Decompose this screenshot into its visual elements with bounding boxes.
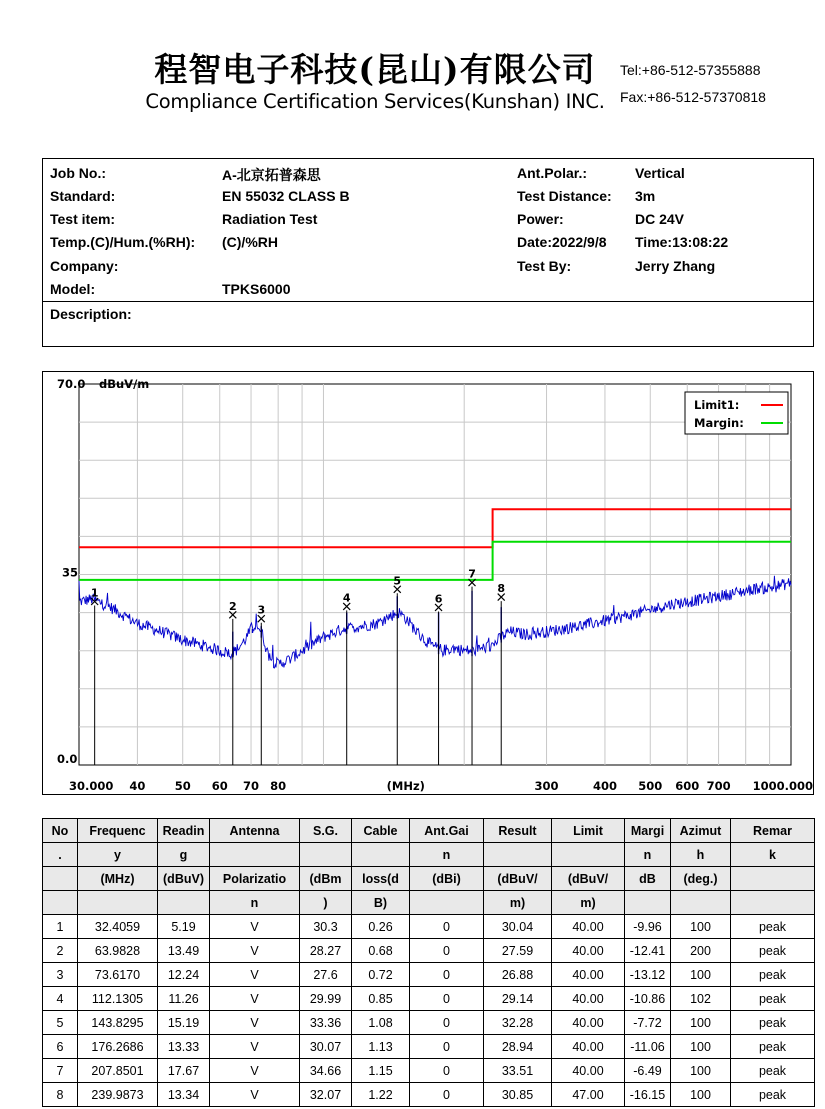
table-header-cell xyxy=(625,891,671,915)
y-bottom-label: 0.0 xyxy=(57,752,78,766)
table-header-cell: Cable xyxy=(352,819,410,843)
company-name-chinese: 程智电子科技(昆山)有限公司 xyxy=(154,50,596,89)
table-header-cell: S.G. xyxy=(300,819,352,843)
table-cell: 33.51 xyxy=(484,1059,552,1083)
table-cell: 2 xyxy=(43,939,78,963)
x-tick-label: 300 xyxy=(534,779,559,793)
chart-grid xyxy=(79,384,791,765)
table-cell: 33.36 xyxy=(300,1011,352,1035)
table-cell: peak xyxy=(731,1035,815,1059)
table-cell: 26.88 xyxy=(484,963,552,987)
table-row xyxy=(43,963,815,987)
table-cell: 27.59 xyxy=(484,939,552,963)
marker-1 xyxy=(91,586,99,765)
table-cell: 40.00 xyxy=(552,1059,625,1083)
table-header-cell xyxy=(158,891,210,915)
test-info-box xyxy=(42,158,814,347)
table-cell: 0 xyxy=(410,939,484,963)
table-header-cell xyxy=(43,867,78,891)
x-tick-label: 50 xyxy=(174,779,191,793)
table-header-cell: dB xyxy=(625,867,671,891)
marker-label: 2 xyxy=(228,599,237,613)
results-table xyxy=(42,818,815,1107)
job-no-label: Job No.: xyxy=(50,165,106,181)
table-header-cell xyxy=(300,843,352,867)
power-label: Power: xyxy=(517,211,564,227)
table-cell: 0.26 xyxy=(352,915,410,939)
table-header-cell: (dBm xyxy=(300,867,352,891)
x-tick-label: 80 xyxy=(270,779,287,793)
table-row xyxy=(43,1035,815,1059)
standard-value: EN 55032 CLASS B xyxy=(222,188,350,204)
table-cell: peak xyxy=(731,939,815,963)
table-header-cell: n xyxy=(410,843,484,867)
table-header-cell: Remar xyxy=(731,819,815,843)
table-cell: 8 xyxy=(43,1083,78,1107)
table-header-cell: No xyxy=(43,819,78,843)
table-cell: 239.9873 xyxy=(78,1083,158,1107)
table-cell: V xyxy=(210,963,300,987)
table-header-cell xyxy=(552,843,625,867)
x-tick-label: 30.000 xyxy=(69,779,114,793)
table-cell: 0.72 xyxy=(352,963,410,987)
marker-8 xyxy=(497,582,505,765)
ant-polar-label: Ant.Polar.: xyxy=(517,165,588,181)
table-cell: 29.99 xyxy=(300,987,352,1011)
table-cell: -11.06 xyxy=(625,1035,671,1059)
table-header-cell: h xyxy=(671,843,731,867)
table-cell: 6 xyxy=(43,1035,78,1059)
table-header-cell xyxy=(210,843,300,867)
table-cell: 100 xyxy=(671,1059,731,1083)
table-header-cell: k xyxy=(731,843,815,867)
test-by-value: Jerry Zhang xyxy=(635,258,716,274)
table-cell: 1.22 xyxy=(352,1083,410,1107)
company-fax: Fax:+86-512-57370818 xyxy=(620,89,766,105)
table-cell: -9.96 xyxy=(625,915,671,939)
x-tick-label: 70 xyxy=(243,779,260,793)
table-header-cell xyxy=(410,891,484,915)
table-cell: -6.49 xyxy=(625,1059,671,1083)
ant-polar-value: Vertical xyxy=(635,165,685,181)
table-row xyxy=(43,1083,815,1107)
table-row xyxy=(43,1011,815,1035)
table-header-cell: Polarizatio xyxy=(210,867,300,891)
table-cell: 207.8501 xyxy=(78,1059,158,1083)
table-cell: -10.86 xyxy=(625,987,671,1011)
table-header-cell: (deg.) xyxy=(671,867,731,891)
table-cell: -7.72 xyxy=(625,1011,671,1035)
marker-3 xyxy=(257,604,265,765)
marker-label: 4 xyxy=(342,591,351,605)
emission-chart-svg xyxy=(43,372,815,796)
table-cell: peak xyxy=(731,1011,815,1035)
table-cell: V xyxy=(210,939,300,963)
company-tel: Tel:+86-512-57355888 xyxy=(620,62,761,78)
table-cell: 0.85 xyxy=(352,987,410,1011)
table-cell: 32.4059 xyxy=(78,915,158,939)
table-header-cell: m) xyxy=(484,891,552,915)
table-header-cell xyxy=(731,891,815,915)
test-by-label: Test By: xyxy=(517,258,572,274)
table-row xyxy=(43,987,815,1011)
table-cell: 13.49 xyxy=(158,939,210,963)
table-cell: 17.67 xyxy=(158,1059,210,1083)
table-header-cell xyxy=(671,891,731,915)
table-cell: peak xyxy=(731,963,815,987)
table-cell: peak xyxy=(731,1083,815,1107)
company-label: Company: xyxy=(50,258,119,274)
table-cell: V xyxy=(210,1059,300,1083)
y-unit-label: dBuV/m xyxy=(99,377,150,391)
results-table-header xyxy=(43,819,815,915)
table-cell: 34.66 xyxy=(300,1059,352,1083)
table-row xyxy=(43,1059,815,1083)
table-header-cell: y xyxy=(78,843,158,867)
table-header-cell: Margi xyxy=(625,819,671,843)
table-cell: 3 xyxy=(43,963,78,987)
table-cell: 40.00 xyxy=(552,939,625,963)
table-header-cell: n xyxy=(625,843,671,867)
table-cell: 0 xyxy=(410,915,484,939)
table-cell: 12.24 xyxy=(158,963,210,987)
marker-2 xyxy=(229,600,237,765)
chart-limit-lines xyxy=(79,509,791,580)
x-tick-label: 60 xyxy=(211,779,228,793)
marker-label: 1 xyxy=(90,586,99,600)
table-cell: V xyxy=(210,1011,300,1035)
table-cell: 100 xyxy=(671,1035,731,1059)
table-header-cell: B) xyxy=(352,891,410,915)
table-cell: 27.6 xyxy=(300,963,352,987)
table-cell: 40.00 xyxy=(552,1035,625,1059)
table-cell: peak xyxy=(731,915,815,939)
legend-margin-label: Margin: xyxy=(694,416,744,430)
temp-hum-value: (C)/%RH xyxy=(222,234,278,250)
table-cell: 143.8295 xyxy=(78,1011,158,1035)
table-cell: V xyxy=(210,987,300,1011)
table-cell: 0 xyxy=(410,987,484,1011)
table-header-row xyxy=(43,891,815,915)
table-header-row xyxy=(43,819,815,843)
table-cell: 30.85 xyxy=(484,1083,552,1107)
power-value: DC 24V xyxy=(635,211,685,227)
table-header-row xyxy=(43,867,815,891)
table-header-cell: n xyxy=(210,891,300,915)
table-cell: 30.3 xyxy=(300,915,352,939)
table-header-cell: ) xyxy=(300,891,352,915)
company-name-english: Compliance Certification Services(Kunshan) INC. xyxy=(145,90,605,113)
table-cell: 13.33 xyxy=(158,1035,210,1059)
marker-5 xyxy=(393,574,401,765)
marker-4 xyxy=(343,591,351,765)
table-cell: 30.04 xyxy=(484,915,552,939)
table-cell: peak xyxy=(731,987,815,1011)
chart-legend xyxy=(685,392,788,434)
table-cell: -13.12 xyxy=(625,963,671,987)
table-cell: 0 xyxy=(410,963,484,987)
table-cell: 32.28 xyxy=(484,1011,552,1035)
job-no-value: A-北京拓普森思 xyxy=(222,167,321,183)
table-cell: 1.15 xyxy=(352,1059,410,1083)
table-cell: 1.08 xyxy=(352,1011,410,1035)
test-item-label: Test item: xyxy=(50,211,116,227)
table-header-cell xyxy=(352,843,410,867)
table-cell: 63.9828 xyxy=(78,939,158,963)
table-cell: 32.07 xyxy=(300,1083,352,1107)
marker-label: 7 xyxy=(468,567,476,581)
description-label: Description: xyxy=(50,306,132,322)
table-cell: V xyxy=(210,915,300,939)
table-header-cell: g xyxy=(158,843,210,867)
table-cell: 40.00 xyxy=(552,987,625,1011)
table-cell: 100 xyxy=(671,1011,731,1035)
x-unit-label: (MHz) xyxy=(386,779,425,793)
table-header-cell: loss(d xyxy=(352,867,410,891)
table-header-cell: Azimut xyxy=(671,819,731,843)
table-header-cell: Frequenc xyxy=(78,819,158,843)
marker-label: 5 xyxy=(393,574,402,588)
chart-axis-labels xyxy=(57,377,813,793)
test-item-value: Radiation Test xyxy=(222,211,318,227)
table-cell: 13.34 xyxy=(158,1083,210,1107)
table-cell: 0 xyxy=(410,1083,484,1107)
table-header-cell: . xyxy=(43,843,78,867)
y-top-label: 70.0 xyxy=(57,377,86,391)
test-distance-label: Test Distance: xyxy=(517,188,612,204)
table-cell: 30.07 xyxy=(300,1035,352,1059)
table-cell: 176.2686 xyxy=(78,1035,158,1059)
marker-label: 3 xyxy=(257,603,266,617)
table-cell: 0 xyxy=(410,1059,484,1083)
y-mid-label: 35 xyxy=(62,565,79,580)
table-cell: 7 xyxy=(43,1059,78,1083)
marker-6 xyxy=(435,592,443,765)
table-cell: 0 xyxy=(410,1011,484,1035)
table-cell: peak xyxy=(731,1059,815,1083)
table-cell: 102 xyxy=(671,987,731,1011)
table-cell: 100 xyxy=(671,963,731,987)
model-value: TPKS6000 xyxy=(222,281,291,297)
table-header-cell: Ant.Gai xyxy=(410,819,484,843)
table-header-cell: Readin xyxy=(158,819,210,843)
x-tick-label: 600 xyxy=(675,779,700,793)
legend-limit1-label: Limit1: xyxy=(694,398,740,412)
x-tick-label: 500 xyxy=(638,779,663,793)
table-header-cell xyxy=(731,867,815,891)
test-date: Date:2022/9/8 xyxy=(517,234,607,250)
table-cell: 1 xyxy=(43,915,78,939)
table-cell: 40.00 xyxy=(552,963,625,987)
x-tick-label: 40 xyxy=(129,779,146,793)
table-cell: -12.41 xyxy=(625,939,671,963)
table-cell: 1.13 xyxy=(352,1035,410,1059)
table-cell: V xyxy=(210,1035,300,1059)
marker-7 xyxy=(468,568,476,765)
temp-hum-label: Temp.(C)/Hum.(%RH): xyxy=(50,234,196,250)
table-cell: 40.00 xyxy=(552,915,625,939)
table-header-cell xyxy=(484,843,552,867)
table-header-cell: (dBuV/ xyxy=(484,867,552,891)
chart-trace xyxy=(79,576,791,668)
table-header-cell: Antenna xyxy=(210,819,300,843)
table-header-cell: (dBi) xyxy=(410,867,484,891)
table-cell: 112.1305 xyxy=(78,987,158,1011)
emission-chart xyxy=(42,371,814,795)
table-header-cell: Result xyxy=(484,819,552,843)
table-header-cell: Limit xyxy=(552,819,625,843)
table-header-cell: (MHz) xyxy=(78,867,158,891)
test-distance-value: 3m xyxy=(635,188,656,204)
marker-label: 8 xyxy=(497,582,506,596)
table-header-cell xyxy=(78,891,158,915)
table-cell: 28.94 xyxy=(484,1035,552,1059)
x-tick-label: 700 xyxy=(706,779,731,793)
table-header-row xyxy=(43,843,815,867)
table-header-cell: (dBuV) xyxy=(158,867,210,891)
emission-trace xyxy=(79,576,791,668)
model-label: Model: xyxy=(50,281,96,297)
table-cell: 100 xyxy=(671,1083,731,1107)
table-cell: 5.19 xyxy=(158,915,210,939)
table-header-cell: m) xyxy=(552,891,625,915)
table-row xyxy=(43,915,815,939)
x-tick-label: 400 xyxy=(592,779,617,793)
test-time: Time:13:08:22 xyxy=(635,234,729,250)
table-cell: V xyxy=(210,1083,300,1107)
table-cell: 4 xyxy=(43,987,78,1011)
info-divider xyxy=(43,301,813,302)
table-cell: 11.26 xyxy=(158,987,210,1011)
table-cell: 0.68 xyxy=(352,939,410,963)
table-cell: 73.6170 xyxy=(78,963,158,987)
table-cell: 5 xyxy=(43,1011,78,1035)
table-header-cell: (dBuV/ xyxy=(552,867,625,891)
table-cell: 40.00 xyxy=(552,1011,625,1035)
table-cell: 29.14 xyxy=(484,987,552,1011)
standard-label: Standard: xyxy=(50,188,116,204)
table-cell: 100 xyxy=(671,915,731,939)
chart-markers xyxy=(91,568,505,765)
table-cell: -16.15 xyxy=(625,1083,671,1107)
table-cell: 15.19 xyxy=(158,1011,210,1035)
x-tick-label: 1000.000 xyxy=(752,779,813,793)
table-cell: 0 xyxy=(410,1035,484,1059)
table-cell: 200 xyxy=(671,939,731,963)
marker-label: 6 xyxy=(434,592,443,606)
table-cell: 47.00 xyxy=(552,1083,625,1107)
table-header-cell xyxy=(43,891,78,915)
table-cell: 28.27 xyxy=(300,939,352,963)
results-table-body xyxy=(43,915,815,1107)
table-row xyxy=(43,939,815,963)
